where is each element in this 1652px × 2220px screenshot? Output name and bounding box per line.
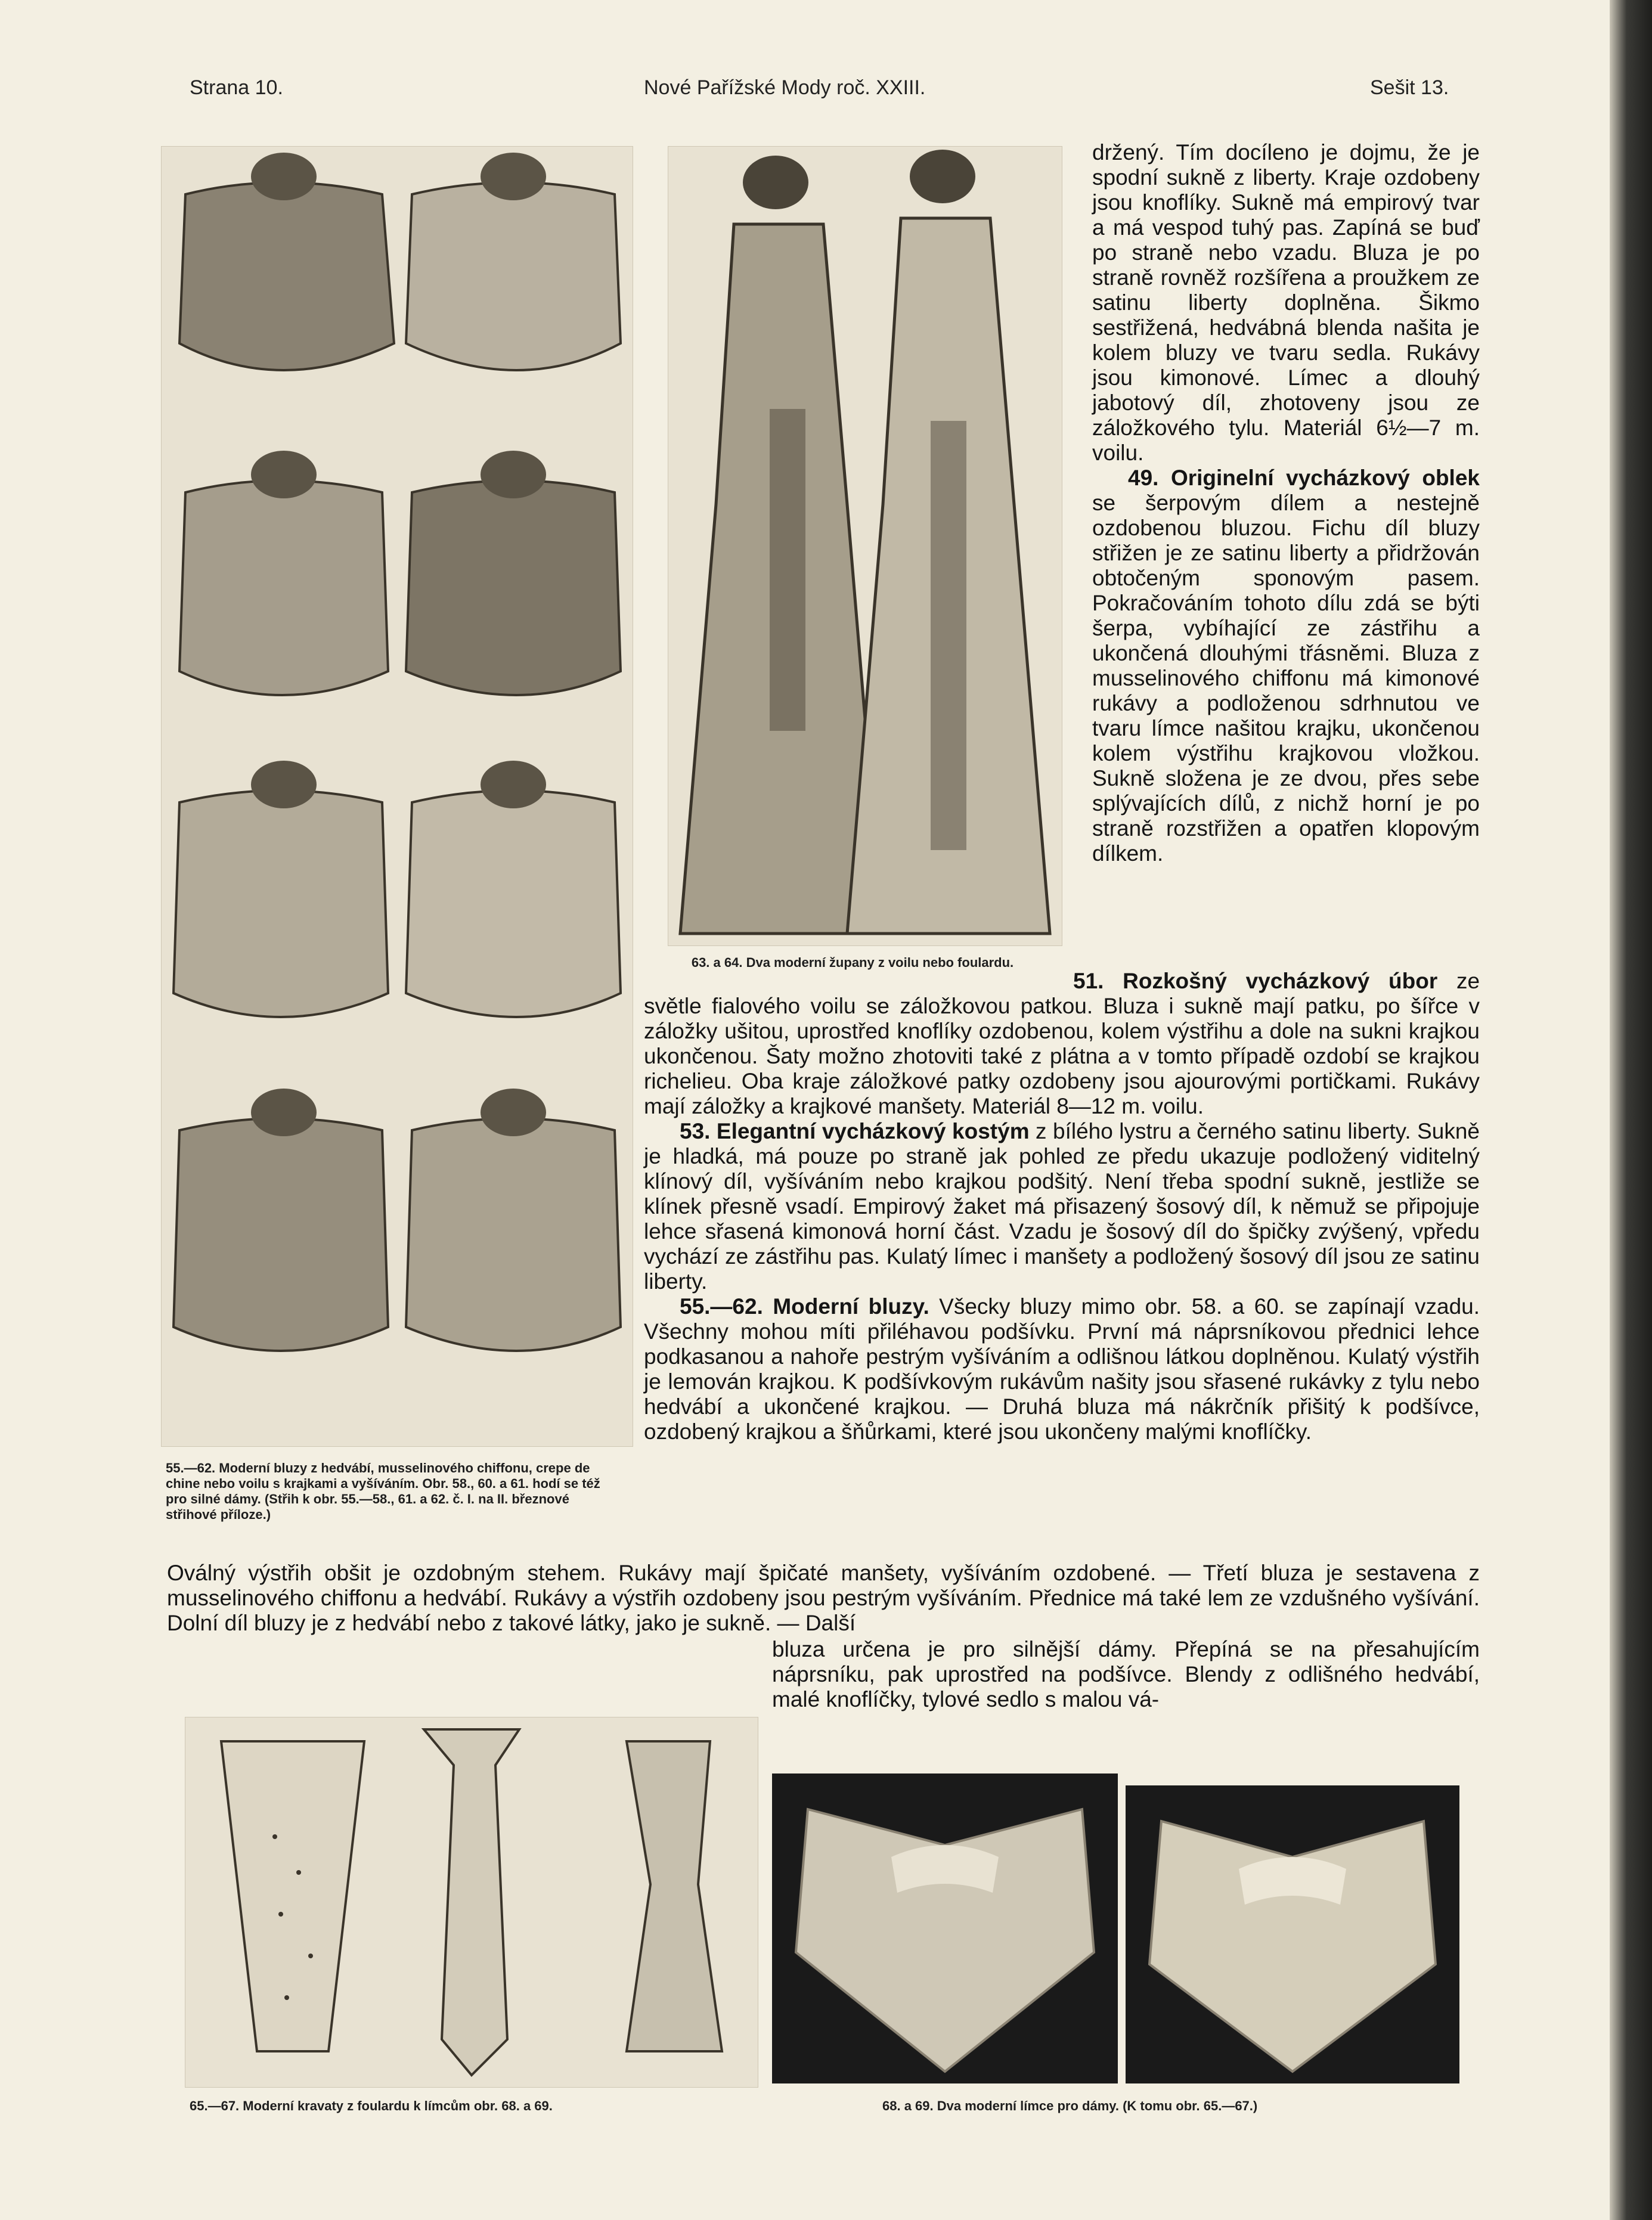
item-53-title: Elegantní vycházkový kostým: [716, 1119, 1030, 1143]
item-55-body: Všecky bluzy mimo obr. 58. a 60. se zapínají vzadu. Všechny mohou míti přiléhavou podšívku. První má náprsníkovou přednici lehce podkasanou a nahoře pestrým vyšíváním a odlišnou látkou doplněnou. Kulatý výstřih je lemován krajkou. K podšívkovým rukávům našity jsou sřasené rukávky z tylu nebo hedvábí a ukončené krajkou. — Druhá bluza má nákrčník přišitý k podšívce, ozdobený krajkou a šňůrkami, které jsou ukončeny malými knoflíčky.: [644, 1294, 1480, 1444]
continued-paragraph: držený. Tím docíleno je dojmu, že je spodní sukně z liberty. Kraje ozdobeny jsou knoflíky. Sukně má empirový tvar a má vespod tuhý pas. Zapíná se buď po straně nebo vzadu. Bluza je po straně rovněž rozšířena a proužkem ze satinu liberty doplněna. Šikmo sestřižená, hedvábná blenda našita je kolem bluzy ve tvaru sedla. Rukávy jsou kimonové. Límec a dlouhý jabotový díl, zhotoveny jsou ze záložkového tylu. Materiál 6½—7 m. voilu.: [1092, 140, 1480, 465]
blouses-illustration: [161, 146, 633, 1447]
item-51-number: 51.: [1073, 969, 1104, 993]
item-51-body: ze světle fialového voilu se záložkovou patkou. Bluza i sukně mají patku, po šířce v záložky ušitou, uprostřed knoflíky ozdobenou, kolem výstřihu a dole na sukni krajkou ukončenou. Šaty možno zhotoviti také z plátna a v tomto případě ozdobí se krajkou richelieu. Oba kraje záložkové patky ozdobeny jsou ajourovými portičkami. Rukávy mají záložky a krajkové manšety. Materiál 8—12 m. voilu.: [644, 969, 1480, 1118]
item-51-title: Rozkošný vycházkový úbor: [1123, 969, 1438, 993]
tail-paragraph: bluza určena je pro silnější dámy. Přepíná se na přesahujícím náprsníku, pak uprostřed na podšívce. Blendy z odlišného hedvábí, malé knoflíčky, tylové sedlo s malou vá-: [772, 1637, 1480, 1711]
item-55-number: 55.—62.: [680, 1294, 763, 1319]
item-49-number: 49.: [1128, 466, 1159, 490]
item-53-body: z bílého lystru a černého satinu liberty. Sukně je hladká, má pouze po straně jak pohled ze předu ukazuje podložený viditelný klínový díl, vyšíváním nebo krajkou podšitý. Není třeba spodní sukně, jestliže se klínek přesně vsadí. Empirový žaket má přisazený šosový díl, k němuž se připojuje lehce sřasená kimonová horní část. Vzadu je šosový díl do špičky zvýšený, vpředu vychází ze zástřihu pas. Kulatý límec i manšety a podložený šosový díl jsou ze satinu liberty.: [644, 1119, 1480, 1294]
ties-illustration: [185, 1717, 758, 2088]
collar-photo-68: [772, 1773, 1118, 2083]
tail-text: [772, 1637, 1480, 1712]
gowns-caption: 63. a 64. Dva moderní župany z voilu nebo foulardu.: [691, 955, 1014, 970]
collar-photo-69: [1126, 1785, 1459, 2083]
item-49-title: Originelní vycházkový oblek: [1170, 466, 1480, 490]
magazine-title: Nové Pařížské Mody roč. XXIII.: [644, 76, 926, 99]
item-51-paragraph: [644, 969, 1480, 1119]
item-49-paragraph: [1092, 466, 1480, 866]
item-55-paragraph: [644, 1294, 1480, 1444]
page-binding-edge: [1610, 0, 1652, 2220]
page-number: Strana 10.: [190, 76, 283, 99]
item-55-title: Moderní bluzy.: [773, 1294, 929, 1319]
ties-caption: 65.—67. Moderní kravaty z foulardu k límcům obr. 68. a 69.: [190, 2098, 553, 2113]
middle-text-block: [644, 969, 1480, 1444]
right-column-text: [1092, 140, 1480, 866]
full-width-text: [167, 1561, 1480, 1636]
gowns-illustration: [668, 146, 1062, 946]
item-53-paragraph: [644, 1119, 1480, 1294]
issue-number: Sešit 13.: [1370, 76, 1449, 99]
collars-caption: 68. a 69. Dva moderní límce pro dámy. (K tomu obr. 65.—67.): [882, 2098, 1258, 2113]
item-53-number: 53.: [680, 1119, 711, 1143]
full-width-paragraph: Oválný výstřih obšit je ozdobným stehem. Rukávy mají špičaté manšety, vyšíváním ozdobené. — Třetí bluza je sestavena z musselinového chiffonu a hedvábí. Rukávy a výstřih ozdobeny jsou pestrým vyšíváním. Přednice má také lem ze vzdušného vyšívání. Dolní díl bluzy je z hedvábí nebo z takové látky, jako je sukně. — Další: [167, 1561, 1480, 1635]
item-49-body: se šerpovým dílem a nestejně ozdobenou bluzou. Fichu díl bluzy střižen je ze satinu liberty a přidržován obtočeným sponovým pasem. Pokračováním tohoto dílu zdá se býti šerpa, vybíhající ze zástřihu a ukončená dlouhými třásněmi. Bluza z musselinového chiffonu má kimonové rukávy a podloženou sdrhnutou ve tvaru límce našitou krajku, ukončenou kolem výstřihu krajkovou vložkou. Sukně složena je ze dvou, přes sebe splývajících dílů, z nichž horní je po straně rozstřižen a opatřen klopovým dílkem.: [1092, 491, 1480, 866]
blouses-caption: 55.—62. Moderní bluzy z hedvábí, musselinového chiffonu, crepe de chine nebo voilu s krajkami a vyšíváním. Obr. 58., 60. a 61. hodí se též pro silné dámy. (Střih k obr. 55.—58., 61. a 62. č. I. na II. březnové střihové příloze.): [166, 1461, 600, 1522]
